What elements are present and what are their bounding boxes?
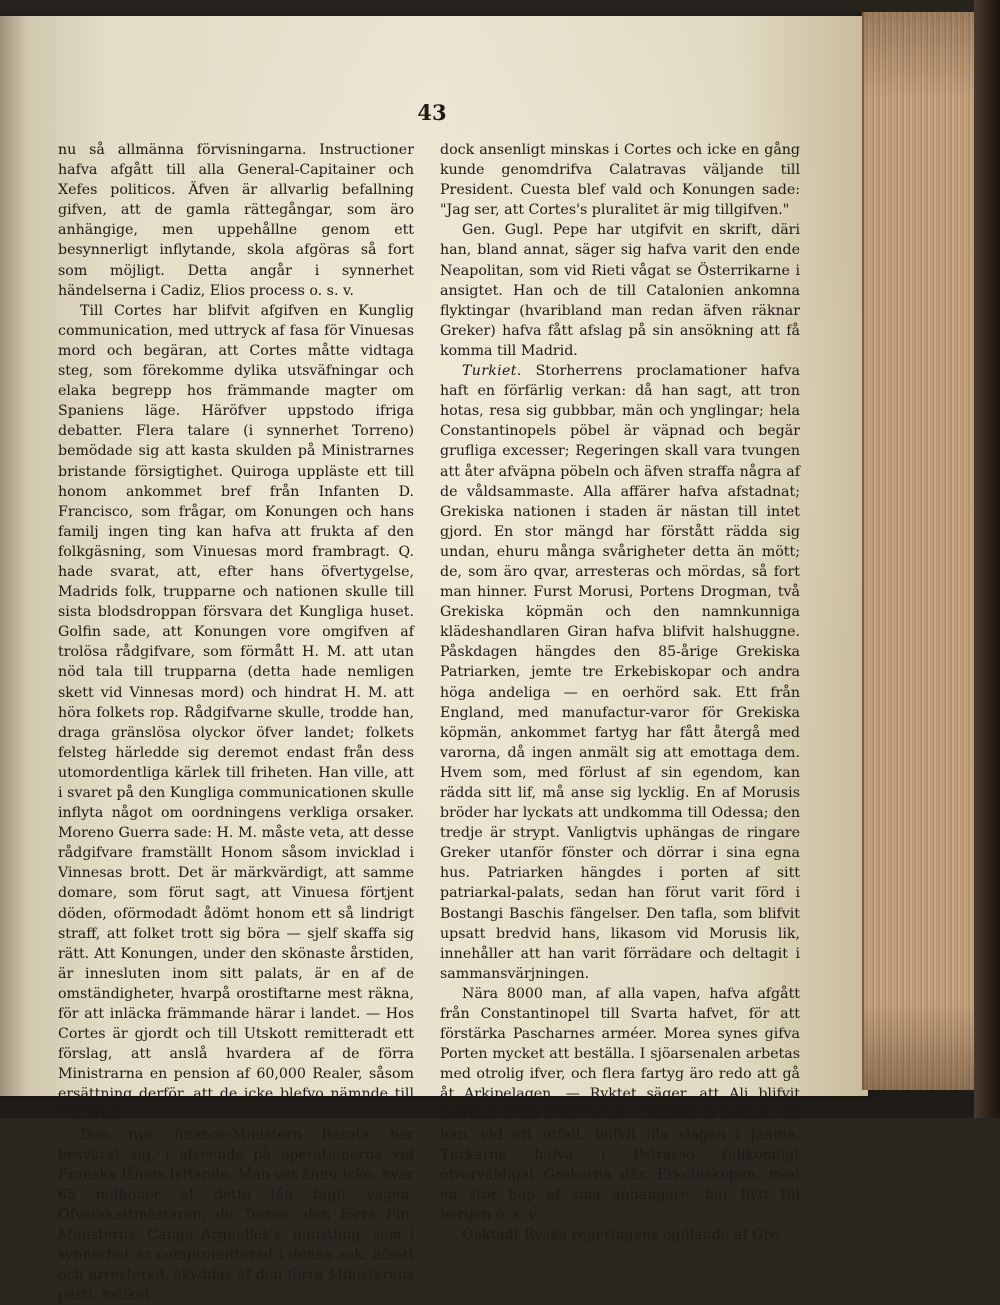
right-column <box>440 140 800 1245</box>
book-cover-edge <box>974 0 1000 1118</box>
paragraph: Till Cortes har blifvit afgifven en Kunglig communication, med uttryck af fasa för Vinuesas mord och begäran, att Cortes måtte vidtaga steg, som förekomme dylika utsväfningar och elaka begrepp hos främmande magter om Spaniens läge. Häröfver uppstodo ifriga debatter. Flera talare (i synnerhet Torreno) bemödade sig att kasta skulden på Ministrarnes bristande försigtighet. Quiroga uppläste ett till honom ankommet bref från Infanten D. Francisco, som frågar, om Konungen och hans familj ingen ting kan hafva att frukta af den folkgäsning, som Vinuesas mord frambragt. Q. hade svarat, att, efter hans öfvertygelse, Madrids folk, trupparne och nationen skulle till sista blodsdroppan försvara det Kungliga huset. Golfin sade, att Konungen vore omgifven af trolösa rådgifvare, som förmått H. M. att utan nöd tala till trupparna (detta hade nemligen skett vid Vinnesas mord) och hindrat H. M. att höra folkets rop. Rådgifvarne skulle, trodde han, draga gränslösa olyckor öfver landet; folkets felsteg härledde sig deremot endast från dess utomordentliga kärlek till friheten. Han ville, att i svaret på den Kungliga communicationen skulle inflyta något om oordningens verkliga orsaker. Moreno Guerra sade: H. M. måste veta, att desse rådgifvare framställt Honom såsom invicklad i Vinnesas brott. Det är märkvärdigt, att samme domare, som förut sagt, att Vinuesa förtjent döden, oförmodadt ådömt honom ett så lindrigt straff, att folket trott sig böra — sjelf skaffa sig rätt. Att Konungen, under den skönaste årstiden, är innesluten inom sitt palats, är en af de omständigheter, hvarpå orostiftarne mest räkna, för att inläcka främmande härar i landet. — Hos Cortes är gjordt och till Utskott remitteradt ett förslag, att anslå hvardera af de förra Ministrarna en pension af 60,000 Realer, såsom ersättning derför, att de icke blefvo nämnde till Statsråd. <box>58 302 414 1123</box>
left-column <box>58 140 414 1305</box>
page-fore-edge <box>862 12 976 1090</box>
book-page <box>0 16 868 1304</box>
paragraph: nu så allmänna förvisningarna. Instructioner hafva afgått till alla General-Capitainer och Xefes politicos. Äfven är allvarlig befallning gifven, att de gamla rättegångar, som äro anhängige, men uppehållne genom ett besynnerligt inflytande, skola afgöras så fort som möjligt. Detta angår i synnerhet händelserna i Cadiz, Elios process o. s. v. <box>58 142 414 299</box>
paragraph <box>440 361 800 984</box>
paragraph: Nära 8000 man, af alla vapen, hafva afgått från Constantinopel till Svarta hafvet, för att förstärka Pascharnes arméer. Morea synes gifva Porten mycket att beställa. I sjöarsenalen arbetas med otrolig ifver, och flera fartyg äro redo att gå åt Arkipelagen. — Ryktet säger, att Ali blifvit mördad af sin Sekreterare. Officielt är bekant, att han, vid ett utfall, blifvit illa slagen i Janina. Turkarne hafva i Patrasso fullkomligt öfverväldigat Grekerna där. Erkebiskopen, med en stor hop af sina anhängare, har flytt till bergen o. s. v. <box>440 985 800 1223</box>
paragraph: Gen. Gugl. Pepe har utgifvit en skrift, däri han, bland annat, säger sig hafva varit den ende Neapolitan, som vid Rieti vågat se Österrikarne i ansigtet. Han och de till Catalonien ankomna flyktingar (hvaribland man redan äfven räknar Greker) hafva fått afslag på sin ansökning att få komma till Madrid. <box>440 222 800 359</box>
page-number: 43 <box>417 100 447 125</box>
paragraph: Oaktadt Ryska regeringens ogillande af Gre- <box>462 1227 784 1244</box>
paragraph: dock ansenligt minskas i Cortes och icke en gång kunde genomdrifva Calatravas väljande till President. Cuesta blef vald och Konungen sade: "Jag ser, att Cortes's pluralitet är mig tillgifven." <box>440 142 800 219</box>
section-heading: Turkiet. <box>462 363 522 380</box>
paragraph-text: Storherrens proclamationer hafva haft en förfärlig verkan: då han sagt, att tron hotas, resa sig gubbbar, män och ynglingar; hela Constantinopels pöbel är väpnad och begär grufliga excesser; Regeringen skall vara tvungen att åter afväpna pöbeln och äfven straffa några af de våldsammaste. Alla affärer hafva afstadnat; Grekiska nationen i staden är nästan till intet gjord. En stor mängd har förstått rädda sig undan, ehuru många svårigheter detta än mött; de, som äro qvar, arresteras och mördas, så fort man hinner. Furst Morusi, Portens Drogman, två Grekiska köpmän och den namnkunniga klädeshandlaren Giran hafva blifvit halshuggne. Påskdagen hängdes den 85-årige Grekiska Patriarken, jemte tre Erkebiskopar och andra höga andeliga — en oerhörd sak. Ett från England, med manufactur-varor för Grekiska köpmän, ankommet fartyg har fått återgå med varorna, då ingen anmält sig att emottaga dem. Hvem som, med förlust af sin egendom, kan rädda sitt lif, må anse sig lycklig. En af Morusis bröder har lyckats att undkomma till Odessa; den tredje är strypt. Vanligtvis uphängas de ringare Greker utanför fönster och dörrar i sina egna hus. Patriarken hängdes i porten af sitt patriarkal-palats, sedan han förut varit förd i Bostangi Baschis fängelser. Den tafla, som blifvit upsatt bredvid hans, likasom vid Morusis lik, innehåller att han varit förrädare och deltagit i sammansvärjningen. <box>440 363 800 982</box>
paragraph: Den nya finance-Ministern Barata har besvärat sig, i afseende på operationerna vid Franska lånets lyftande. Man vet ännu icke, hvar 65 millioner af detta lån tagit vägen. Öfverskattmästaren, de Torres, den förra Fin. Ministerns, Canga Arguelles's, gunstling, som i synnerhet är compromitterad i denna sak, afsatt och arresterad, skyddas af den förra Ministerens parti, hvilket <box>58 1126 414 1304</box>
